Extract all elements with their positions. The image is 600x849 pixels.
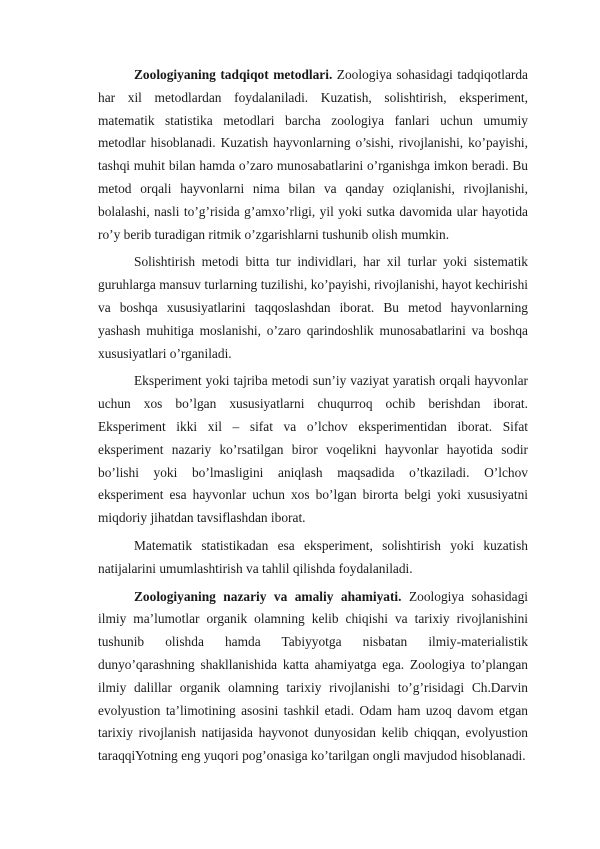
paragraph-text: Zoologiya sohasidagi ilmiy ma’lumotlar organik olamning kelib chiqishi va tarixiy rivojlanishini tushunib olishda hamda Tabiyyotga nisbatan ilmiy-materialistik dunyo’qarashning shakllanishida katta ahamiyatga ega. Zoologiya to’plangan ilmiy dalillar organik olamning tarixiy rivojlanishi to’g’risidagi Ch.Darvin evolyustion ta’limotining asosini tashkil etadi. Odam ham uzoq davom etgan tarixiy rivojlanish natijasida hayvonot dunyosidan kelib chiqqan, evolyustion taraqqiYotning eng yuqori pog’onasiga ko’tarilgan ongli mavjudod hisoblanadi. [98,588,528,764]
paragraph-text: Eksperiment yoki tajriba metodi sun’iy vaziyat yaratish orqali hayvonlar uchun xos bo’lgan xususiyatlarni chuqurroq ochib berishdan iborat. Eksperiment ikki xil – sifat va o’lchov eksperimentidan iborat. Sifat eksperiment nazariy ko’rsatilgan biror voqelikni hayvonlar hayotida sodir bo’lishi yoki bo’lmasligini aniqlash maqsadida o’tkaziladi. O’lchov eksperiment esa hayvonlar uchun xos bo’lgan birorta belgi yoki xususiyatni miqdoriy jihatdan tavsiflashdan iborat. [98,373,528,526]
paragraph-experiment-method [98,370,528,530]
paragraph-statistics-method [98,535,528,581]
heading-significance: Zoologiyaning nazariy va amaliy ahamiyati. [134,588,402,604]
paragraph-text: Zoologiya sohasidagi tadqiqotlarda har xil metodlardan foydalaniladi. Kuzatish, solishtirish, eksperiment, matematik statistika metodlari barcha zoologiya fanlari uchun umumiy metodlar hisoblanadi. Kuzatish hayvonlarning o’sishi, rivojlanishi, ko’payishi, tashqi muhit bilan hamda o’zaro munosabatlarini o’rganishga imkon beradi. Bu metod orqali hayvonlarni nima bilan va qanday oziqlanishi, rivojlanishi, bolalashi, nasli to’g’risida g’amxo’rligi, yil yoki sutka davomida ular hayotida ro’y berib turadigan ritmik o’zgarishlarni tushunib olish mumkin. [98,67,528,242]
heading-research-methods: Zoologiyaning tadqiqot metodlari. [134,67,333,82]
paragraph-significance [98,586,528,768]
paragraph-research-methods [98,64,528,246]
paragraph-text: Solishtirish metodi bitta tur individlari, har xil turlar yoki sistematik guruhlarga mansuv turlarning tuzilishi, ko’payishi, rivojlanishi, hayot kechirishi va boshqa xususiyatlarini taqqoslashdan iborat. Bu metod hayvonlarning yashash muhitiga moslanishi, o’zaro qarindoshlik munosabatlarini va boshqa xususiyatlari o’rganiladi. [98,254,528,361]
paragraph-comparison-method [98,251,528,365]
paragraph-text: Matematik statistikadan esa eksperiment, solishtirish yoki kuzatish natijalarini umumlashtirish va tahlil qilishda foydalaniladi. [98,537,528,576]
